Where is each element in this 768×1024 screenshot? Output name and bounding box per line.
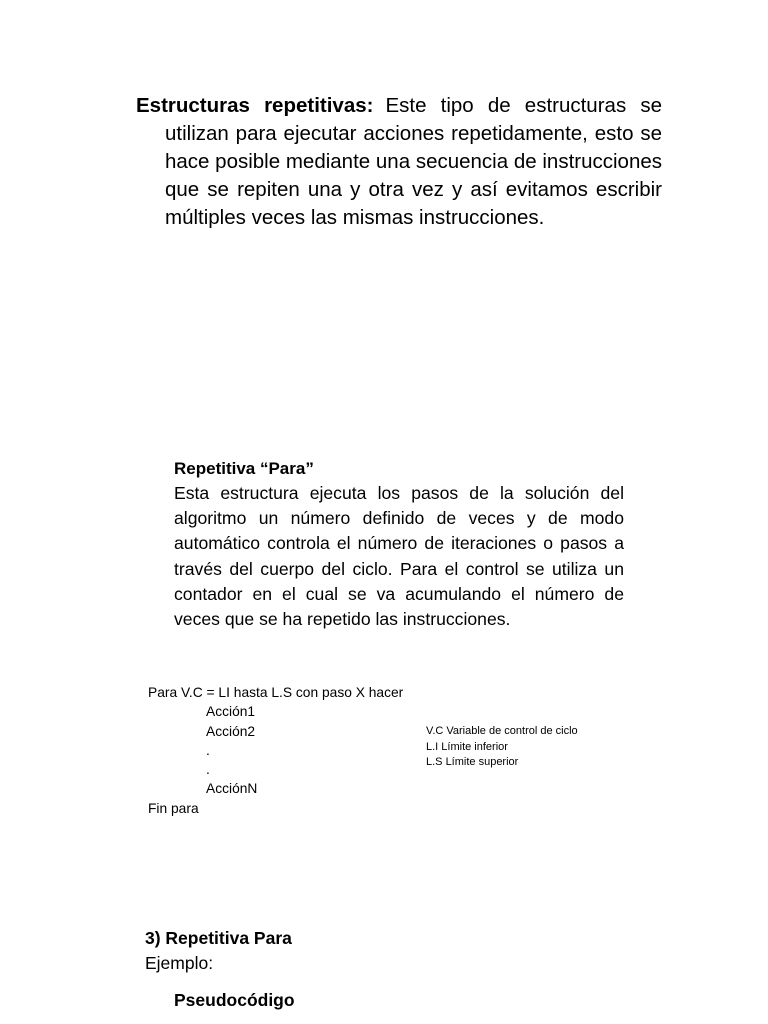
pseudocode-line-4: . — [206, 762, 210, 778]
para-section-text: Esta estructura ejecuta los pasos de la solución del algoritmo un número definido de veces y de modo automático controla el número de iteraciones o pasos a través del cuerpo del ciclo. Para el control se utiliza un contador en el cual se va acumulando el número de veces que se ha repetido las instrucciones. — [174, 483, 624, 630]
para-section-title: Repetitiva “Para” — [174, 459, 314, 478]
example-label: Ejemplo: — [145, 953, 214, 973]
pseudocode-line-1: Acción1 — [206, 704, 256, 720]
legend-block — [426, 724, 578, 771]
intro-paragraph — [136, 92, 662, 232]
para-section — [174, 456, 624, 632]
pseudocode-line-5: AcciónN — [206, 781, 258, 797]
legend-item-li: L.I Límite inferior — [426, 740, 508, 753]
pseudocode-footer: Fin para — [148, 800, 199, 816]
intro-text: Este tipo de estructuras se utilizan para ejecutar acciones repetidamente, esto se hace posible mediante una secuencia de instrucciones que se repiten una y otra vez y así evitamos escribir múltiples veces las mismas instrucciones. — [165, 94, 662, 229]
pseudocode-line-3: . — [206, 742, 210, 758]
pseudocode-heading: Pseudocódigo — [174, 990, 295, 1010]
pseudocode-line-2: Acción2 — [206, 723, 256, 739]
legend-item-ls: L.S Límite superior — [426, 756, 519, 768]
legend-item-vc: V.C Variable de control de ciclo — [426, 725, 578, 737]
intro-lead-term: Estructuras repetitivas: — [136, 94, 374, 117]
example-heading: 3) Repetitiva Para — [145, 928, 292, 948]
example-section — [145, 926, 292, 976]
pseudocode-header: Para V.C = LI hasta L.S con paso X hacer — [148, 685, 404, 700]
pseudocode-block — [148, 683, 403, 818]
